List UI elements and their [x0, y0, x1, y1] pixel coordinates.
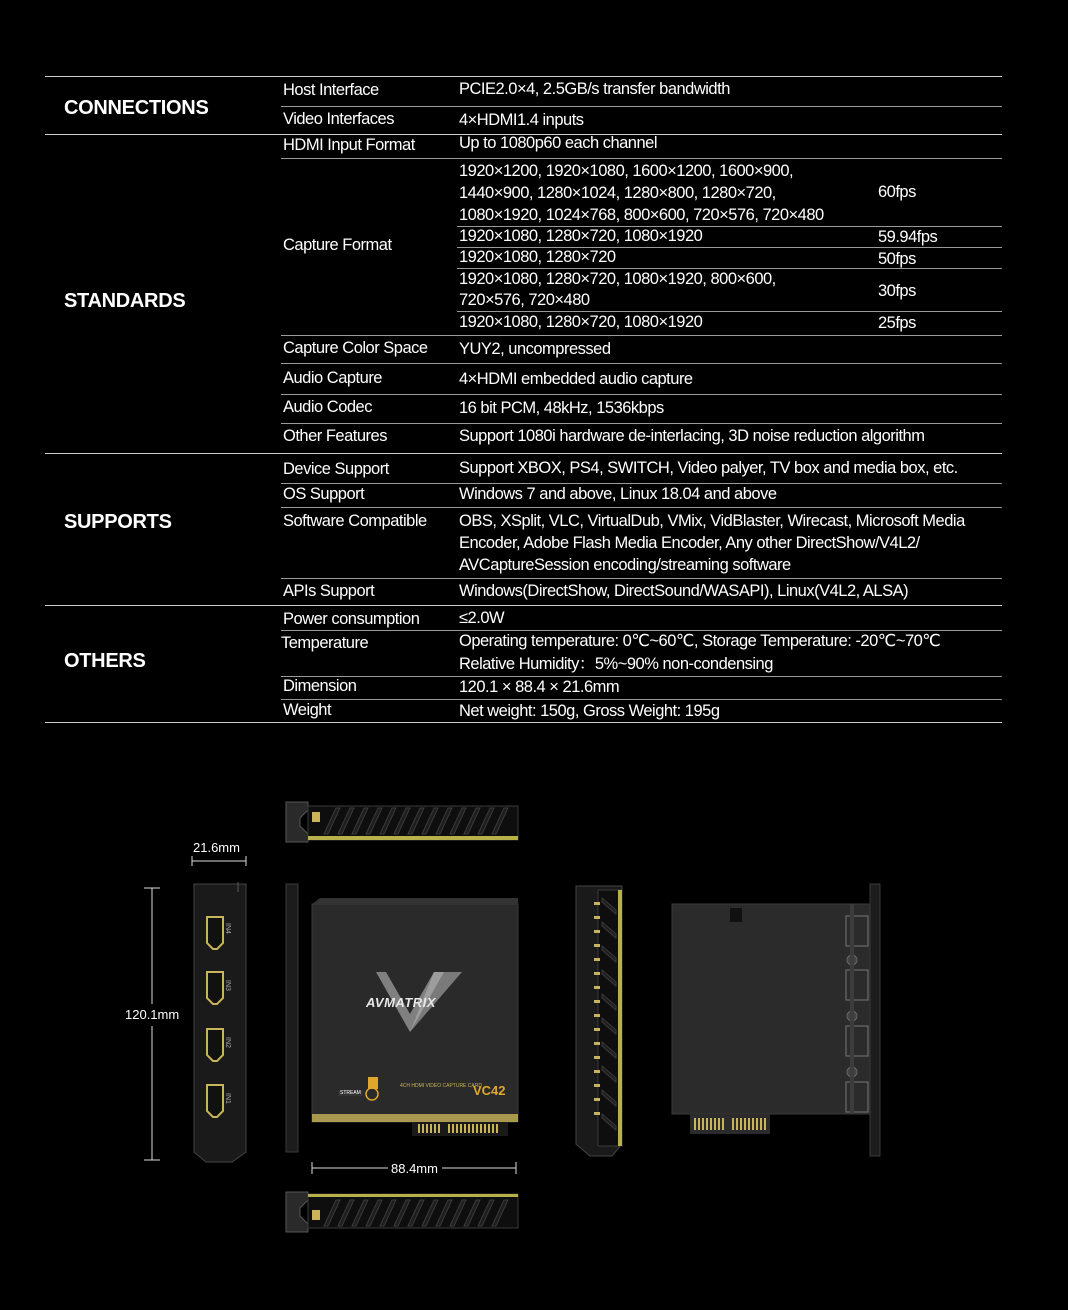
capture-format-5994-line1: 1920×1080, 1280×720, 1080×1920	[459, 227, 703, 245]
port-label-in2: IN2	[223, 1037, 231, 1048]
row-divider	[281, 423, 1002, 424]
capture-format-60-line3: 1080×1920, 1024×768, 800×600, 720×576, 720×480	[459, 206, 824, 224]
hdmi-input-format-value: Up to 1080p60 each channel	[459, 134, 658, 152]
audio-capture-value: 4×HDMI embedded audio capture	[459, 370, 693, 388]
row-divider	[281, 335, 1002, 336]
row-divider	[281, 507, 1002, 508]
other-features-value: Support 1080i hardware de-interlacing, 3D noise reduction algorithm	[459, 427, 925, 445]
card-bottom-view	[284, 1188, 520, 1236]
section-standards: STANDARDS	[64, 290, 186, 312]
port-label-in4: IN4	[223, 923, 231, 934]
capture-format-label: Capture Format	[283, 236, 392, 254]
height-dimension-line	[140, 884, 164, 1164]
device-support-label: Device Support	[283, 460, 389, 478]
video-interfaces-value: 4×HDMI1.4 inputs	[459, 111, 584, 129]
temperature-line2: Relative Humidity：5%~90% non-condensing	[459, 655, 773, 673]
capture-format-60-fps: 60fps	[878, 183, 916, 201]
section-connections: CONNECTIONS	[64, 97, 209, 119]
row-divider	[281, 676, 1002, 677]
apis-support-label: APIs Support	[283, 582, 375, 600]
os-support-label: OS Support	[283, 485, 365, 503]
other-features-label: Other Features	[283, 427, 387, 445]
capture-format-50-fps: 50fps	[878, 250, 916, 268]
device-support-value: Support XBOX, PS4, SWITCH, Video palyer, TV box and media box, etc.	[459, 459, 958, 477]
card-back-view	[670, 882, 882, 1158]
capture-format-50-line1: 1920×1080, 1280×720	[459, 248, 616, 266]
capture-format-60-line1: 1920×1200, 1920×1080, 1600×1200, 1600×900,	[459, 162, 794, 180]
hdmi-input-format-label: HDMI Input Format	[283, 136, 415, 154]
audio-codec-value: 16 bit PCM, 48kHz, 1536kbps	[459, 399, 664, 417]
brand-logo: AVMATRIX	[366, 995, 436, 1010]
card-caption: 4CH HDMI VIDEO CAPTURE CARD	[400, 1083, 482, 1089]
row-divider	[281, 363, 1002, 364]
thickness-dimension-line	[190, 856, 250, 866]
port-label-in1: IN1	[223, 1093, 231, 1104]
temperature-line1: Operating temperature: 0℃~60℃, Storage Temperature: -20℃~70℃	[459, 632, 941, 650]
dimension-value: 120.1 × 88.4 × 21.6mm	[459, 678, 620, 696]
card-front-view	[284, 882, 524, 1154]
capture-format-30-line2: 720×576, 720×480	[459, 291, 590, 309]
thickness-dimension-label: 21.6mm	[193, 840, 240, 855]
width-dimension-label: 88.4mm	[391, 1161, 438, 1176]
audio-capture-label: Audio Capture	[283, 369, 382, 387]
port-label-in3: IN3	[223, 980, 231, 991]
host-interface-label: Host Interface	[283, 81, 379, 99]
temperature-label: Temperature	[281, 634, 369, 652]
row-divider	[281, 158, 1002, 159]
capture-color-space-value: YUY2, uncompressed	[459, 340, 611, 358]
host-interface-value: PCIE2.0×4, 2.5GB/s transfer bandwidth	[459, 80, 730, 98]
card-side-view	[572, 882, 630, 1162]
row-divider	[281, 106, 1002, 107]
table-top-rule	[45, 76, 1002, 77]
model-label: VC42	[473, 1083, 506, 1098]
power-consumption-label: Power consumption	[283, 610, 420, 628]
section-others: OTHERS	[64, 650, 146, 672]
power-consumption-value: ≤2.0W	[459, 609, 505, 627]
section-divider	[45, 453, 1002, 454]
capture-format-25-line1: 1920×1080, 1280×720, 1080×1920	[459, 313, 703, 331]
software-compatible-line1: OBS, XSplit, VLC, VirtualDub, VMix, VidBlaster, Wirecast, Microsoft Media	[459, 512, 965, 530]
os-support-value: Windows 7 and above, Linux 18.04 and above	[459, 485, 777, 503]
weight-label: Weight	[283, 701, 332, 719]
capture-format-5994-fps: 59.94fps	[878, 228, 938, 246]
weight-value: Net weight: 150g, Gross Weight: 195g	[459, 702, 720, 720]
capture-color-space-label: Capture Color Space	[283, 339, 428, 357]
row-divider	[281, 394, 1002, 395]
section-divider	[45, 605, 1002, 606]
card-top-view	[284, 798, 520, 846]
video-interfaces-label: Video Interfaces	[283, 110, 394, 128]
height-dimension-label: 120.1mm	[125, 1007, 180, 1022]
capture-format-25-fps: 25fps	[878, 314, 916, 332]
section-supports: SUPPORTS	[64, 511, 172, 533]
software-compatible-line3: AVCaptureSession encoding/streaming software	[459, 556, 791, 574]
capture-format-60-line2: 1440×900, 1280×1024, 1280×800, 1280×720,	[459, 184, 776, 202]
row-divider	[281, 699, 1002, 700]
apis-support-value: Windows(DirectShow, DirectSound/WASAPI), Linux(V4L2, ALSA)	[459, 582, 909, 600]
dimension-label: Dimension	[283, 677, 357, 695]
stream-badge: STREAM	[340, 1090, 361, 1096]
capture-format-30-line1: 1920×1080, 1280×720, 1080×1920, 800×600,	[459, 270, 776, 288]
row-divider	[281, 578, 1002, 579]
audio-codec-label: Audio Codec	[283, 398, 372, 416]
software-compatible-line2: Encoder, Adobe Flash Media Encoder, Any other DirectShow/V4L2/	[459, 534, 920, 552]
capture-format-30-fps: 30fps	[878, 282, 916, 300]
software-compatible-label: Software Compatible	[283, 512, 427, 530]
